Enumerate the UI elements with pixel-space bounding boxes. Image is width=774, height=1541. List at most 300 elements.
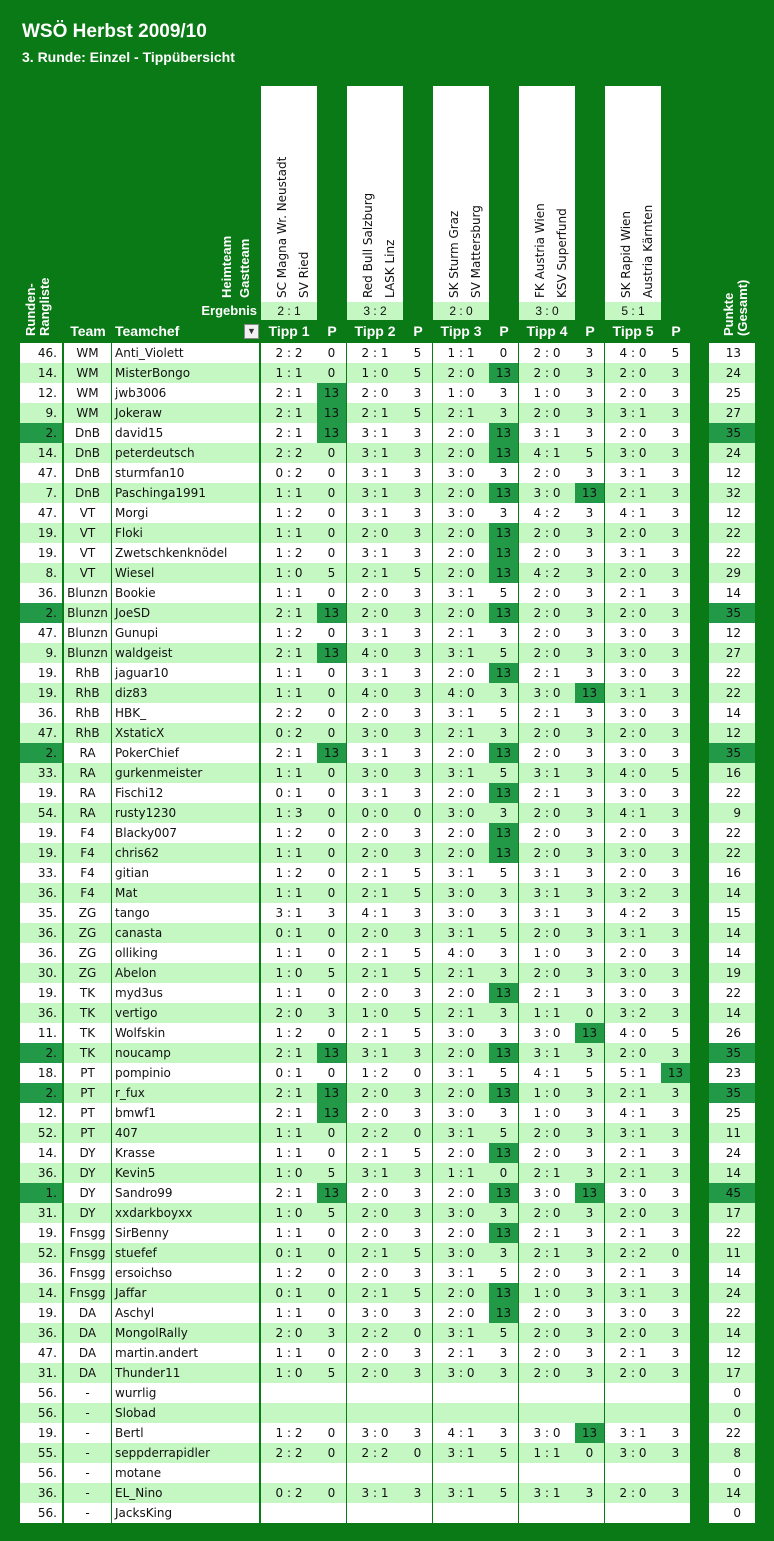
tipp-cell: 3 : 1	[347, 783, 403, 803]
tipp-cell	[519, 1403, 575, 1423]
points-cell: 3	[489, 943, 518, 963]
points-cell: 3	[489, 1003, 518, 1023]
points-cell: 3	[575, 1103, 604, 1123]
points-cell: 13	[489, 1283, 518, 1303]
away-team-name: SV Ried	[297, 251, 311, 298]
tipp-cell: 2 : 0	[433, 523, 489, 543]
tipp-cell: 2 : 0	[519, 743, 575, 763]
tipp-cell: 3 : 1	[347, 463, 403, 483]
match-result: 3 : 2	[347, 302, 403, 320]
tipp-cell	[261, 1503, 317, 1523]
points-cell: 5	[403, 1143, 432, 1163]
tipp-cell: 2 : 0	[605, 383, 661, 403]
total-points-cell: 35	[709, 603, 755, 623]
total-points-cell: 23	[709, 1063, 755, 1083]
points-cell: 13	[489, 563, 518, 583]
points-cell: 3	[575, 663, 604, 683]
tipp-cell: 3 : 1	[433, 643, 489, 663]
total-points-cell: 17	[709, 1363, 755, 1383]
tipp-cell: 2 : 0	[519, 1143, 575, 1163]
tipp-cell: 2 : 0	[519, 603, 575, 623]
team-cell: RA	[64, 803, 111, 823]
team-cell: DY	[64, 1163, 111, 1183]
points-cell: 13	[489, 1083, 518, 1103]
tipp-cell: 2 : 1	[261, 643, 317, 663]
team-cell: ZG	[64, 943, 111, 963]
tipp-cell: 3 : 1	[433, 923, 489, 943]
tipp-cell: 2 : 1	[261, 1183, 317, 1203]
points-cell: 5	[575, 1063, 604, 1083]
tipp-cell	[433, 1383, 489, 1403]
points-cell: 3	[661, 1043, 690, 1063]
rank-cell: 56.	[20, 1383, 62, 1403]
match-3-box	[433, 86, 489, 302]
points-cell: 0	[317, 923, 346, 943]
tipp-cell: 2 : 0	[433, 603, 489, 623]
tipp-cell: 2 : 1	[433, 963, 489, 983]
points-cell: 3	[575, 963, 604, 983]
points-cell	[403, 1463, 432, 1483]
tipp-cell: 3 : 1	[347, 1163, 403, 1183]
tipp-cell: 1 : 1	[261, 663, 317, 683]
points-cell: 3	[575, 883, 604, 903]
points-cell	[575, 1403, 604, 1423]
points-cell: 3	[661, 1163, 690, 1183]
points-cell: 13	[489, 843, 518, 863]
tipp-cell: 2 : 1	[605, 483, 661, 503]
points-cell: 3	[661, 403, 690, 423]
points-cell: 3	[403, 1263, 432, 1283]
tipp-cell: 2 : 0	[261, 1003, 317, 1023]
tipp-cell: 1 : 2	[261, 823, 317, 843]
tipp-cell: 3 : 1	[347, 543, 403, 563]
rank-cell: 8.	[20, 563, 62, 583]
team-cell: Blunzn	[64, 643, 111, 663]
total-points-cell: 35	[709, 1043, 755, 1063]
points-cell: 5	[489, 863, 518, 883]
tipp-cell: 2 : 1	[519, 1223, 575, 1243]
tipp-cell: 3 : 2	[605, 883, 661, 903]
team-cell: WM	[64, 343, 111, 363]
points-cell: 3	[403, 783, 432, 803]
match-result: 2 : 1	[261, 302, 317, 320]
team-cell: RhB	[64, 683, 111, 703]
teamchef-cell: diz83	[112, 683, 259, 703]
team-cell: PT	[64, 1123, 111, 1143]
points-cell: 3	[661, 1223, 690, 1243]
points-cell: 5	[661, 763, 690, 783]
tipp-cell: 3 : 0	[433, 1023, 489, 1043]
tipp-cell: 2 : 0	[605, 823, 661, 843]
tipp-cell: 1 : 1	[433, 1163, 489, 1183]
tipp-cell: 2 : 1	[519, 783, 575, 803]
tipp-cell: 3 : 0	[605, 783, 661, 803]
page-title: WSÖ Herbst 2009/10	[22, 21, 207, 42]
rank-cell: 19.	[20, 543, 62, 563]
team-cell: F4	[64, 883, 111, 903]
points-cell: 3	[317, 903, 346, 923]
points-cell: 3	[661, 383, 690, 403]
tipp-cell: 4 : 0	[605, 343, 661, 363]
team-cell: DY	[64, 1183, 111, 1203]
points-cell: 13	[575, 683, 604, 703]
tipp-cell: 2 : 1	[347, 403, 403, 423]
teamchef-cell: Krasse	[112, 1143, 259, 1163]
team-cell: VT	[64, 503, 111, 523]
teamchef-cell: HBK_	[112, 703, 259, 723]
tipp-2-column-header: Tipp 2	[354, 323, 396, 339]
tipp-cell: 2 : 1	[433, 723, 489, 743]
points-cell: 3	[575, 1123, 604, 1143]
tipp-cell: 2 : 1	[261, 1083, 317, 1103]
tipp-cell	[261, 1463, 317, 1483]
total-points-cell: 22	[709, 843, 755, 863]
gastteam-label: Gastteam	[237, 238, 252, 298]
tipp-cell: 2 : 0	[433, 1223, 489, 1243]
points-cell: 13	[317, 423, 346, 443]
points-cell: 3	[575, 623, 604, 643]
team-cell: TK	[64, 1043, 111, 1063]
tipp-cell: 2 : 0	[433, 1183, 489, 1203]
points-cell: 3	[575, 1283, 604, 1303]
teamchef-cell: JacksKing	[112, 1503, 259, 1523]
tipp-cell: 2 : 0	[433, 783, 489, 803]
tipp-cell: 2 : 1	[347, 1243, 403, 1263]
teamchef-cell: waldgeist	[112, 643, 259, 663]
tipp-cell: 2 : 0	[347, 1343, 403, 1363]
points-cell: 3	[403, 843, 432, 863]
tipp-cell: 3 : 1	[433, 703, 489, 723]
points-cell: 3	[403, 663, 432, 683]
points-cell: 5	[489, 1443, 518, 1463]
points-cell: 3	[317, 1323, 346, 1343]
points-cell: 13	[575, 483, 604, 503]
rank-cell: 47.	[20, 723, 62, 743]
tipp-1-column-header: Tipp 1	[268, 323, 310, 339]
tipp-cell: 2 : 0	[433, 663, 489, 683]
total-points-cell: 15	[709, 903, 755, 923]
team-cell: Blunzn	[64, 623, 111, 643]
home-team-name: Red Bull Salzburg	[361, 192, 375, 298]
team-cell: -	[64, 1463, 111, 1483]
tipp-cell: 3 : 1	[519, 863, 575, 883]
points-cell	[575, 1463, 604, 1483]
tipp-cell: 1 : 1	[261, 763, 317, 783]
p-1-column-header: P	[327, 323, 337, 339]
points-cell: 3	[661, 563, 690, 583]
points-cell: 3	[575, 1483, 604, 1503]
home-team-name: SK Rapid Wien	[619, 210, 633, 298]
points-cell: 3	[403, 703, 432, 723]
tipp-cell: 2 : 1	[347, 563, 403, 583]
tipp-cell: 3 : 0	[347, 1303, 403, 1323]
rank-cell: 2.	[20, 423, 62, 443]
tipp-cell: 2 : 1	[519, 1243, 575, 1263]
total-points-cell: 9	[709, 803, 755, 823]
points-cell: 3	[575, 543, 604, 563]
tipp-cell: 4 : 1	[605, 503, 661, 523]
points-cell: 0	[317, 623, 346, 643]
points-cell	[575, 1503, 604, 1523]
team-cell: WM	[64, 363, 111, 383]
total-points-cell: 14	[709, 583, 755, 603]
total-points-cell: 27	[709, 403, 755, 423]
dropdown-arrow-icon[interactable]: ▼	[244, 324, 259, 339]
tipp-cell: 3 : 0	[433, 803, 489, 823]
home-team-name: SC Magna Wr. Neustadt	[275, 156, 289, 298]
points-cell: 13	[489, 783, 518, 803]
teamchef-cell: Bookie	[112, 583, 259, 603]
points-cell	[661, 1403, 690, 1423]
points-cell: 13	[489, 483, 518, 503]
tipp-cell: 2 : 0	[605, 723, 661, 743]
tipp-cell: 3 : 1	[433, 1123, 489, 1143]
points-cell: 3	[661, 943, 690, 963]
tipp-cell: 1 : 1	[261, 583, 317, 603]
away-team-name: KSV Superfund	[555, 208, 569, 298]
tipp-cell: 3 : 0	[433, 883, 489, 903]
teamchef-cell: jaguar10	[112, 663, 259, 683]
rank-cell: 19.	[20, 523, 62, 543]
total-points-cell: 27	[709, 643, 755, 663]
teamchef-cell: chris62	[112, 843, 259, 863]
points-cell: 3	[489, 903, 518, 923]
points-cell	[489, 1403, 518, 1423]
team-cell: DA	[64, 1303, 111, 1323]
tipp-cell: 1 : 0	[261, 1163, 317, 1183]
tipp-cell: 5 : 1	[605, 1063, 661, 1083]
tipp-cell: 1 : 0	[519, 1083, 575, 1103]
teamchef-cell: Wiesel	[112, 563, 259, 583]
points-cell: 3	[489, 623, 518, 643]
page-subtitle: 3. Runde: Einzel - Tippübersicht	[22, 49, 235, 65]
points-cell: 3	[661, 983, 690, 1003]
tipp-cell: 2 : 1	[261, 423, 317, 443]
team-cell: DY	[64, 1143, 111, 1163]
teamchef-cell: XstaticX	[112, 723, 259, 743]
points-cell: 3	[403, 1203, 432, 1223]
points-cell: 0	[317, 683, 346, 703]
p-4-column-header: P	[585, 323, 595, 339]
team-cell: Fnsgg	[64, 1243, 111, 1263]
points-cell: 3	[489, 1243, 518, 1263]
points-cell: 13	[575, 1423, 604, 1443]
points-cell: 3	[403, 723, 432, 743]
tipp-cell: 4 : 2	[519, 563, 575, 583]
rank-cell: 14.	[20, 1143, 62, 1163]
rank-cell: 2.	[20, 603, 62, 623]
points-cell: 3	[575, 363, 604, 383]
team-cell: F4	[64, 823, 111, 843]
total-points-cell: 24	[709, 1143, 755, 1163]
team-cell: RhB	[64, 723, 111, 743]
teamchef-cell: Blacky007	[112, 823, 259, 843]
tipp-cell	[605, 1383, 661, 1403]
points-cell: 3	[661, 683, 690, 703]
points-cell: 3	[661, 1123, 690, 1143]
points-cell: 3	[661, 503, 690, 523]
total-points-cell: 14	[709, 883, 755, 903]
tipp-cell: 1 : 0	[519, 943, 575, 963]
total-points-cell: 14	[709, 923, 755, 943]
points-cell: 3	[661, 843, 690, 863]
teamchef-cell: noucamp	[112, 1043, 259, 1063]
points-cell: 13	[489, 823, 518, 843]
points-cell: 3	[403, 423, 432, 443]
total-points-cell: 26	[709, 1023, 755, 1043]
rank-cell: 7.	[20, 483, 62, 503]
tipp-cell: 4 : 0	[605, 1023, 661, 1043]
points-cell: 0	[317, 943, 346, 963]
team-cell: TK	[64, 1023, 111, 1043]
team-cell: Fnsgg	[64, 1223, 111, 1243]
tipp-cell: 2 : 1	[605, 1083, 661, 1103]
points-cell: 0	[317, 1283, 346, 1303]
rank-cell: 9.	[20, 403, 62, 423]
points-cell: 0	[317, 1123, 346, 1143]
points-cell: 3	[489, 383, 518, 403]
points-cell: 13	[489, 363, 518, 383]
points-cell: 3	[661, 483, 690, 503]
team-cell: PT	[64, 1063, 111, 1083]
points-cell: 3	[661, 783, 690, 803]
team-cell: Fnsgg	[64, 1263, 111, 1283]
points-cell	[661, 1383, 690, 1403]
points-cell: 3	[661, 1203, 690, 1223]
tipp-cell: 3 : 1	[605, 923, 661, 943]
match-1-box	[261, 86, 317, 302]
tipp-cell	[605, 1463, 661, 1483]
total-points-cell: 12	[709, 623, 755, 643]
points-cell: 3	[661, 1423, 690, 1443]
tipp-cell: 2 : 0	[519, 643, 575, 663]
points-cell: 3	[575, 1143, 604, 1163]
tipp-cell: 2 : 1	[261, 603, 317, 623]
points-cell: 3	[661, 743, 690, 763]
points-cell: 13	[317, 743, 346, 763]
tipp-cell: 2 : 0	[519, 1203, 575, 1223]
teamchef-cell: sturmfan10	[112, 463, 259, 483]
points-cell: 13	[317, 1103, 346, 1123]
points-cell: 3	[575, 1163, 604, 1183]
team-cell: DA	[64, 1323, 111, 1343]
points-cell: 3	[489, 1023, 518, 1043]
total-points-cell: 25	[709, 1103, 755, 1123]
tipp-cell: 3 : 1	[347, 743, 403, 763]
tipp-cell: 2 : 0	[347, 1183, 403, 1203]
points-cell: 3	[661, 1323, 690, 1343]
points-cell: 3	[489, 683, 518, 703]
points-cell: 3	[661, 963, 690, 983]
tipp-cell	[605, 1403, 661, 1423]
points-cell: 3	[661, 823, 690, 843]
tipp-cell: 2 : 1	[347, 883, 403, 903]
tipp-cell: 1 : 0	[261, 1363, 317, 1383]
tipp-cell	[261, 1383, 317, 1403]
tipp-cell: 3 : 0	[605, 983, 661, 1003]
tipp-cell	[347, 1403, 403, 1423]
rank-cell: 1.	[20, 1183, 62, 1203]
points-cell: 3	[403, 1043, 432, 1063]
tipp-cell: 1 : 1	[261, 1143, 317, 1163]
points-cell: 3	[489, 463, 518, 483]
teamchef-cell: gurkenmeister	[112, 763, 259, 783]
points-cell: 13	[489, 543, 518, 563]
tipp-cell: 2 : 0	[519, 363, 575, 383]
points-cell	[575, 1383, 604, 1403]
tipp-cell: 2 : 1	[261, 1103, 317, 1123]
tipp-3-column-header: Tipp 3	[440, 323, 482, 339]
points-cell: 13	[489, 1183, 518, 1203]
runden-rangliste-label: Runden- Rangliste	[23, 277, 52, 336]
tipp-cell: 2 : 0	[605, 603, 661, 623]
points-cell: 5	[489, 1323, 518, 1343]
tipp-cell: 1 : 0	[347, 1003, 403, 1023]
points-cell: 3	[575, 503, 604, 523]
tipp-cell: 2 : 0	[347, 1203, 403, 1223]
total-points-cell: 12	[709, 503, 755, 523]
tipp-cell: 0 : 1	[261, 923, 317, 943]
tipp-cell: 2 : 0	[519, 463, 575, 483]
rank-cell: 2.	[20, 743, 62, 763]
tipp-cell: 4 : 1	[433, 1423, 489, 1443]
tipp-cell: 2 : 0	[433, 1083, 489, 1103]
tipp-cell: 2 : 0	[347, 1263, 403, 1283]
tipp-cell: 3 : 0	[605, 843, 661, 863]
match-4-box	[519, 86, 575, 302]
points-cell: 13	[317, 383, 346, 403]
points-cell: 3	[489, 1363, 518, 1383]
tipp-cell: 3 : 1	[347, 1043, 403, 1063]
tipp-cell: 2 : 1	[519, 663, 575, 683]
tipp-cell: 3 : 1	[605, 1423, 661, 1443]
points-cell: 3	[575, 343, 604, 363]
points-cell	[317, 1463, 346, 1483]
tipp-cell: 2 : 0	[519, 583, 575, 603]
points-cell: 3	[575, 463, 604, 483]
tipp-cell: 2 : 0	[519, 823, 575, 843]
tipp-cell: 1 : 1	[261, 883, 317, 903]
rank-cell: 18.	[20, 1063, 62, 1083]
points-cell	[317, 1403, 346, 1423]
tipp-cell: 3 : 1	[605, 1283, 661, 1303]
tipp-cell: 1 : 2	[261, 623, 317, 643]
points-cell: 3	[403, 1083, 432, 1103]
points-cell: 3	[575, 563, 604, 583]
teamchef-cell: motane	[112, 1463, 259, 1483]
points-cell: 0	[317, 863, 346, 883]
away-team-name: SV Mattersburg	[469, 205, 483, 298]
rank-cell: 12.	[20, 1103, 62, 1123]
teamchef-cell: olliking	[112, 943, 259, 963]
points-cell: 3	[489, 963, 518, 983]
teamchef-cell: pompinio	[112, 1063, 259, 1083]
points-cell: 5	[317, 963, 346, 983]
tipp-cell: 3 : 0	[605, 1183, 661, 1203]
points-cell: 0	[317, 523, 346, 543]
team-cell: -	[64, 1503, 111, 1523]
total-points-cell: 35	[709, 423, 755, 443]
points-cell: 13	[317, 1183, 346, 1203]
points-cell: 3	[661, 803, 690, 823]
points-cell: 3	[575, 823, 604, 843]
rank-cell: 47.	[20, 623, 62, 643]
points-cell	[661, 1503, 690, 1523]
tipp-cell: 1 : 0	[347, 363, 403, 383]
points-cell: 3	[403, 683, 432, 703]
tipp-cell: 3 : 0	[605, 663, 661, 683]
points-cell: 3	[575, 523, 604, 543]
